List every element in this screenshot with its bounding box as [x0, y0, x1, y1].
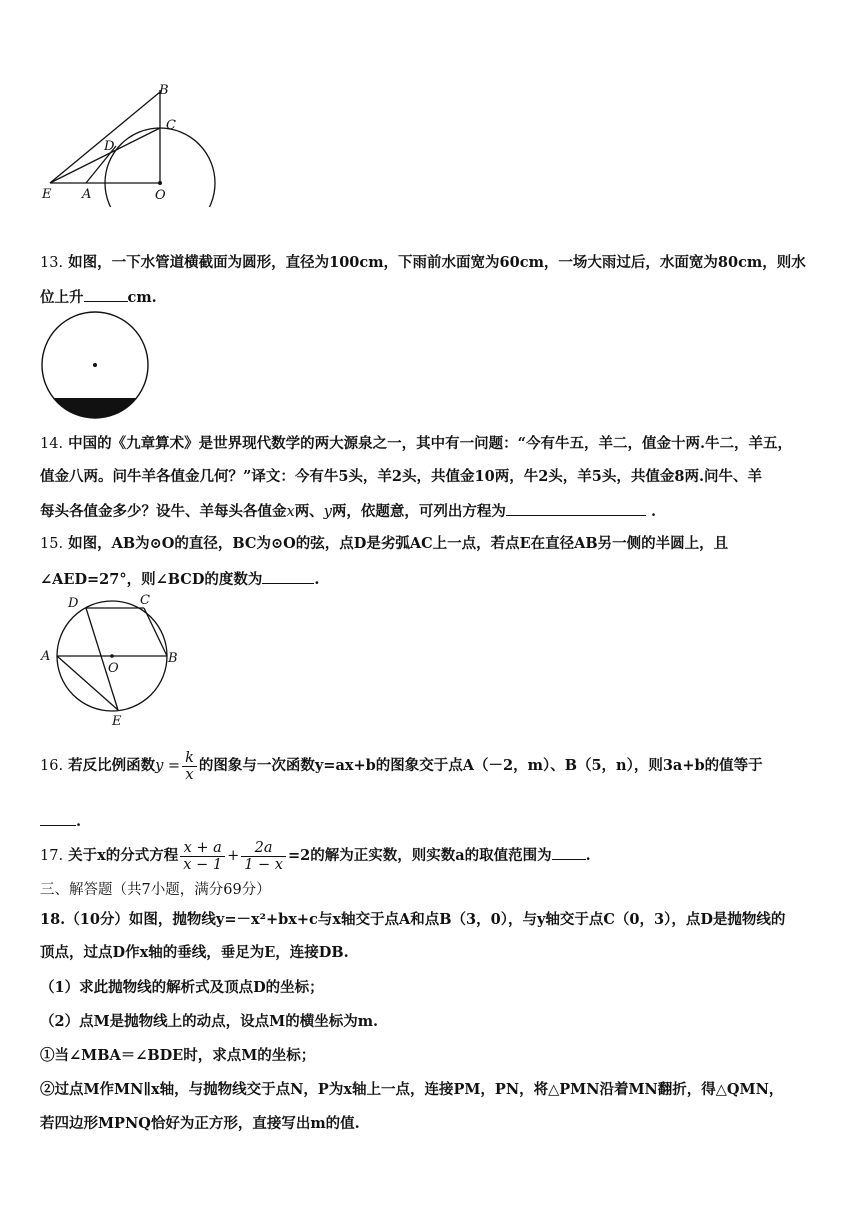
q17-fraction2 — [241, 840, 286, 873]
q12-line-eb — [50, 92, 160, 183]
section-3-text: 三、解答题（共7小题，满分69分） — [40, 882, 271, 898]
q16-frac-den: x — [185, 766, 194, 783]
q14-text3c: 两，依题意，可列出方程为 — [331, 503, 506, 520]
q18-sub1-text: ①当∠MBA＝∠BDE时，求点M的坐标； — [40, 1047, 316, 1064]
q15-line-cb — [144, 608, 167, 656]
q12-point-o — [158, 181, 162, 185]
figure-q13 — [38, 310, 153, 420]
q14-var-x: x — [286, 504, 295, 520]
q17-line1 — [40, 838, 591, 874]
q18-part2-text: （2）点M是抛物线上的动点，设点M的横坐标为m. — [40, 1013, 379, 1030]
q18-part2 — [40, 1012, 378, 1032]
q17-f1-den: x − 1 — [183, 856, 223, 873]
q14-end: . — [650, 503, 657, 520]
q15-line-de — [86, 608, 118, 710]
q14-text3b: 两、 — [294, 503, 324, 520]
q15-label-e: E — [112, 714, 122, 729]
q16-line1 — [40, 748, 763, 784]
q15-end: . — [314, 571, 320, 588]
q17-pre: 关于x的分式方程 — [68, 847, 179, 864]
q16-y-eq: y = — [155, 758, 181, 774]
q18-sub2-line1 — [40, 1080, 783, 1100]
q18-part1 — [40, 978, 324, 998]
q18-sub1 — [40, 1046, 315, 1066]
q15-text1: 如图，AB为⊙O的直径，BC为⊙O的弦，点D是劣弧AC上一点，若点E在直径AB另一侧的半圆上，且 — [68, 535, 729, 552]
q17-fraction1 — [180, 840, 225, 873]
q14-text3a: 每头各值金多少？设牛、羊每头各值金 — [40, 503, 287, 520]
q18-text2: 顶点，过点D作x轴的垂线，垂足为E，连接DB. — [40, 944, 349, 961]
q17-f2-num: 2a — [241, 840, 286, 857]
figure-q15 — [36, 592, 186, 732]
q13-text2-post: cm. — [127, 289, 157, 306]
q15-label-b: B — [168, 651, 178, 666]
q18-sub2-text1: ②过点M作MN∥x轴，与抛物线交于点N，P为x轴上一点，连接PM，PN，将△PMN沿着MN翻折，得△QMN， — [40, 1081, 784, 1098]
q14-text2: 值金八两。问牛羊各值金几何？”译文：今有牛5头，羊2头，共值金10两，牛2头，羊5头，共值金8两.问牛、羊 — [40, 468, 763, 485]
q17-end: . — [585, 847, 591, 864]
q14-answer-blank[interactable] — [506, 500, 646, 516]
q16-fraction — [182, 750, 197, 783]
q13-answer-blank[interactable] — [84, 286, 128, 302]
q13-center — [93, 363, 97, 367]
q13-text1: 如图，一下水管道横截面为圆形，直径为100cm，下雨前水面宽为60cm，一场大雨过后，水面宽为80cm，则水 — [68, 254, 806, 271]
q12-label-c: C — [166, 118, 176, 133]
q15-line2 — [40, 568, 319, 590]
q17-plus: + — [227, 848, 240, 864]
q18-text1: 18.（10分）如图，抛物线y=－x²+bx+c与x轴交于点A和点B（3，0），与y轴交于点C（0，3），点D是抛物线的 — [40, 911, 786, 928]
q18-part1-text: （1）求此抛物线的解析式及顶点D的坐标； — [40, 979, 324, 996]
q15-point-o — [110, 654, 114, 658]
q16-frac-num: k — [182, 750, 197, 767]
q16-line2 — [40, 810, 81, 832]
q15-text2: ∠AED=27°，则∠BCD的度数为 — [40, 571, 263, 588]
q17-answer-blank[interactable] — [552, 844, 586, 860]
q15-label-d: D — [68, 596, 79, 611]
q12-label-b: B — [159, 83, 169, 98]
q15-answer-blank[interactable] — [262, 568, 314, 584]
q14-var-y: y — [323, 504, 332, 520]
q13-line2 — [40, 286, 157, 308]
q15-label-a: A — [41, 649, 51, 664]
q12-label-e: E — [42, 187, 52, 202]
q15-label-o: O — [108, 661, 119, 676]
q18-line2 — [40, 943, 349, 963]
q17-number: 17. — [40, 848, 64, 864]
q12-label-o: O — [155, 188, 166, 203]
q14-number: 14. — [40, 436, 64, 452]
q16-answer-blank[interactable] — [40, 810, 76, 826]
q16-post: 的图象与一次函数y=ax+b的图象交于点A（－2，m）、B（5，n），则3a+b的值等于 — [198, 757, 763, 774]
q13-water — [38, 398, 153, 420]
q16-number: 16. — [40, 758, 64, 774]
q14-line2 — [40, 467, 762, 487]
q14-text1: 中国的《九章算术》是世界现代数学的两大源泉之一，其中有一问题：“今有牛五，羊二，值金十两.牛二，羊五， — [68, 435, 793, 452]
q13-number: 13. — [40, 255, 64, 271]
q12-label-d: D — [104, 139, 115, 154]
q18-sub2-line2 — [40, 1114, 360, 1134]
q16-end: . — [76, 813, 82, 830]
q15-line1 — [40, 534, 728, 554]
q17-f1-num: x + a — [180, 840, 225, 857]
q18-sub2-text2: 若四边形MPNQ恰好为正方形，直接写出m的值. — [40, 1115, 360, 1132]
q15-number: 15. — [40, 536, 64, 552]
q17-post: =2的解为正实数，则实数a的取值范围为 — [288, 847, 552, 864]
q13-line1 — [40, 253, 806, 273]
q14-line1 — [40, 434, 792, 454]
q15-label-c: C — [140, 593, 150, 608]
section-3-heading — [40, 880, 271, 900]
figure-q12 — [38, 82, 218, 207]
q13-text2-pre: 位上升 — [40, 289, 84, 306]
q12-label-a: A — [82, 187, 92, 202]
q14-line3 — [40, 500, 656, 522]
q18-line1 — [40, 910, 785, 930]
q16-pre: 若反比例函数 — [68, 757, 156, 774]
q17-f2-den: 1 − x — [244, 856, 283, 873]
